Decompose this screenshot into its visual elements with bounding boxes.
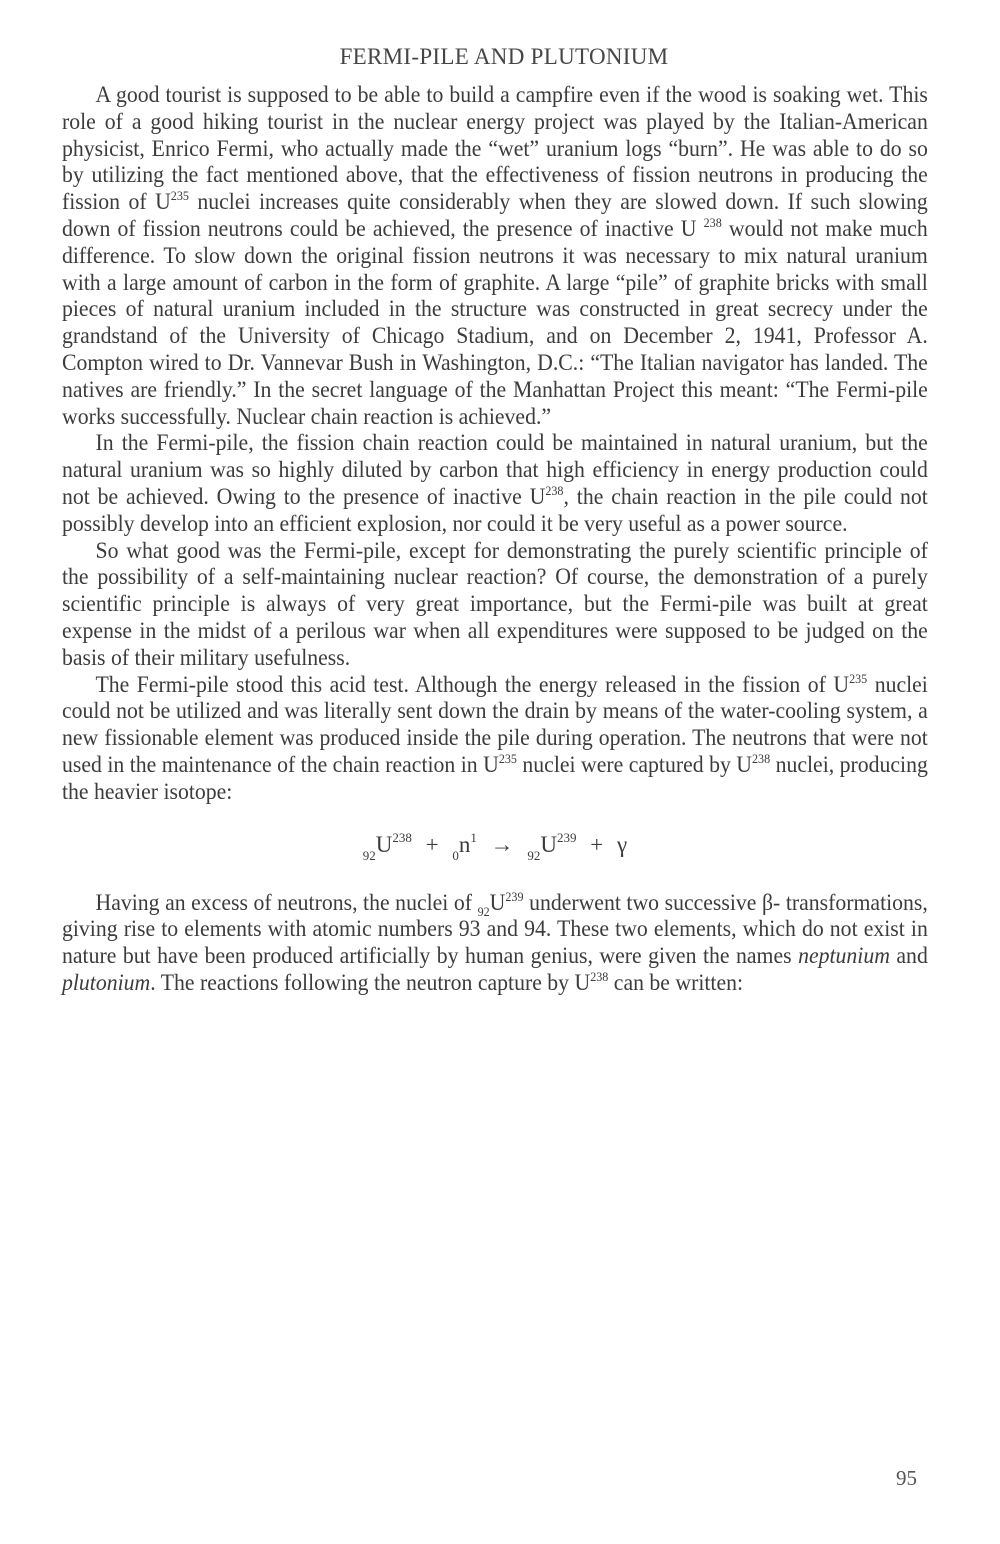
italic-term: neptunium (798, 943, 890, 970)
body-text-before (62, 82, 928, 806)
text-run: underwent two successive β- transformations, giving rise to elements with atomic numbers 93 and 94. These two elements, which do not exist in nature but have been produced artificially by human genius, were given the names (62, 889, 928, 970)
equation-term-gamma: γ (617, 831, 628, 857)
text-run: can be written: (608, 969, 744, 996)
page-number: 95 (896, 1466, 917, 1490)
atomic-number: 92 (362, 847, 376, 863)
superscript: 238 (590, 968, 609, 984)
paragraph (62, 890, 928, 997)
text-run: nuclei were captured by U (516, 751, 753, 778)
superscript: 235 (849, 670, 868, 686)
element-symbol: n (458, 831, 471, 857)
equation-term-uranium-239 (527, 829, 577, 863)
superscript: 238 (545, 482, 564, 498)
paragraph (62, 538, 928, 672)
superscript: 235 (498, 750, 517, 766)
element-symbol: U (375, 831, 393, 857)
mass-number: 239 (557, 829, 577, 845)
paragraph (62, 430, 928, 537)
text-run: A good tourist is supposed to be able to build a campfire even if the wood is soaking wet. This role of a good hiking tourist in the nuclear energy project was played by the Italian-American physicist, Enrico Fermi, who actually made the “wet” uranium logs “burn”. He was able to do so by utilizing the fact mentioned above, that the effectiveness of fission neutrons in producing the fission of U (62, 82, 928, 216)
text-run: nuclei increases quite considerably when they are slowed down. If such slowing down of fission neutrons could be achieved, the presence of inactive U (62, 189, 928, 242)
superscript: 235 (170, 188, 189, 204)
atomic-number: 92 (527, 847, 541, 863)
paragraph (62, 672, 928, 806)
reaction-arrow-icon: → (490, 831, 514, 857)
italic-term: plutonium (62, 969, 151, 996)
text-run: The Fermi-pile stood this acid test. Although the energy released in the fission of U (95, 671, 850, 698)
superscript: 239 (505, 888, 524, 904)
mass-number: 238 (392, 829, 412, 845)
text-run: nuclei could not be utilized and was literally sent down the drain by means of the water-cooling system, a new fissionable element was produced inside the pile during operation. The neutrons that were not used in the maintenance of the chain reaction in U (62, 671, 928, 778)
plus-sign: + (590, 831, 604, 857)
text-run: U (489, 889, 506, 916)
text-run: Having an excess of neutrons, the nuclei of (95, 889, 478, 916)
atomic-number: 0 (452, 847, 459, 863)
chapter-title: FERMI-PILE AND PLUTONIUM (339, 44, 669, 69)
text-run: , the chain reaction in the pile could not possibly develop into an efficient explosion, nor could it be very useful as a power source. (62, 483, 928, 537)
text-run: and (889, 943, 928, 970)
equation-term-neutron (452, 829, 477, 863)
text-run: would not make much difference. To slow down the original fission neutrons it was necessary to mix natural uranium with a large amount of carbon in the form of graphite. A large “pile” of graphite bricks with small pieces of natural uranium included in the structure was constructed in great secrecy under the grandstand of the University of Chicago Stadium, and on December 2, 1941, Professor A. Compton wired to Dr. Vannevar Bush in Washington, D.C.: “The Italian navigator has landed. The natives are friendly.” In the secret language of the Manhattan Project this meant: “The Fermi-pile works successfully. Nuclear chain reaction is achieved.” (62, 215, 928, 430)
equation-term-uranium-238 (362, 829, 412, 863)
text-run: In the Fermi-pile, the fission chain reaction could be maintained in natural uranium, but the natural uranium was so highly diluted by carbon that high efficiency in energy production could not be achieved. Owing to the presence of inactive U (62, 430, 928, 510)
superscript: 238 (752, 750, 771, 766)
element-symbol: U (540, 831, 558, 857)
text-run: So what good was the Fermi-pile, except for demonstrating the purely scientific principle of the possibility of a self-maintaining nuclear reaction? Of course, the demonstration of a purely scientific principle is always of very great importance, but the Fermi-pile was built at great expense in the midst of a perilous war when all expenditures were supposed to be judged on the basis of their military usefulness. (62, 537, 928, 671)
plus-sign: + (425, 831, 439, 857)
nuclear-reaction-equation (62, 829, 928, 863)
superscript: 238 (703, 214, 722, 230)
mass-number: 1 (470, 829, 477, 845)
text-run: . The reactions following the neutron capture by U (150, 969, 591, 996)
subscript: 92 (477, 903, 490, 919)
paragraph (62, 82, 928, 430)
text-run: nuclei, producing the heavier isotope: (62, 751, 928, 805)
book-page (62, 44, 928, 997)
body-text-after (62, 890, 928, 997)
